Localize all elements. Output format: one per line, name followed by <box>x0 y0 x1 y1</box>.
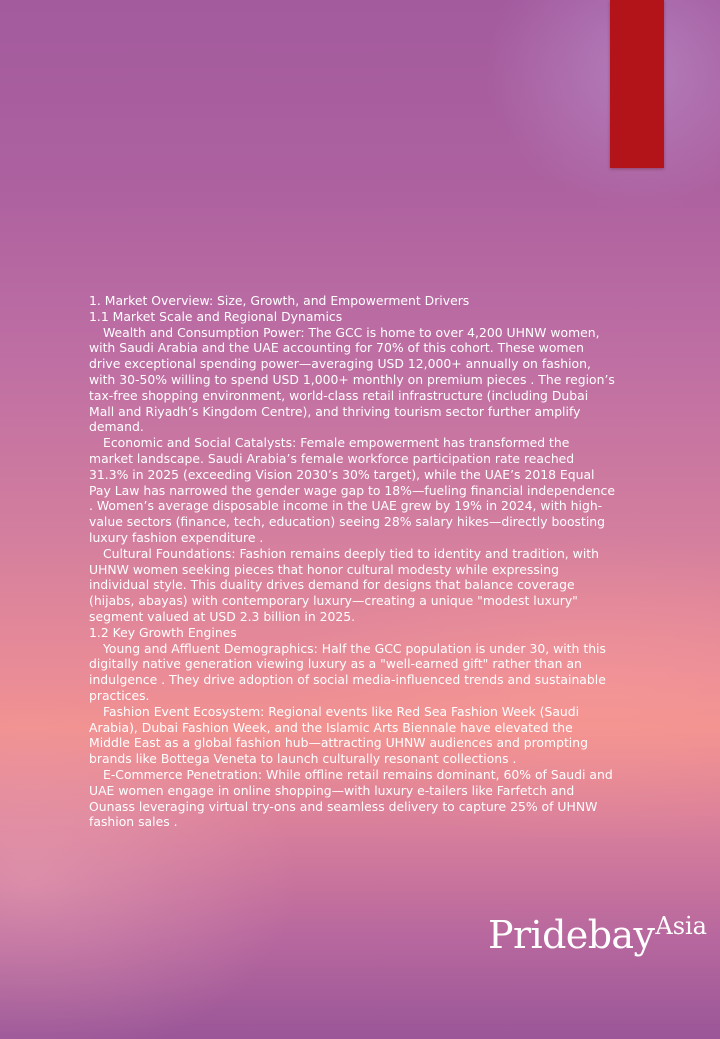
paragraph-young-demographics: Young and Affluent Demographics: Half the GCC population is under 30, with this digitally native generation viewing luxury as a "well-earned gift" rather than an indulgence . They drive adoption of social media-influenced trends and sustainable practices. <box>89 640 606 703</box>
subsection-heading-growth-engines: 1.2 Key Growth Engines <box>89 624 237 640</box>
pridebay-asia-logo <box>488 912 707 972</box>
section-heading-market-overview: 1. Market Overview: Size, Growth, and Empowerment Drivers <box>89 293 470 308</box>
red-bookmark-ribbon <box>610 0 664 168</box>
paragraph-economic-social: Economic and Social Catalysts: Female empowerment has transformed the market landscape. Saudi Arabia’s female workforce participation rate reached 31.3% in 2025 (exceeding Vision 2030’s 30% target), while the UAE’s 2018 Equal Pay Law has narrowed the gender wage gap to 18%—fueling financial independence . Women’s average disposable income in the UAE grew by 19% in 2024, with high-value sectors (finance, tech, education) seeing 28% salary hikes—directly boosting luxury fashion expenditure . <box>89 435 615 545</box>
logo-main-text: Pridebay <box>488 913 655 957</box>
paragraph-cultural-foundations: Cultural Foundations: Fashion remains deeply tied to identity and tradition, with UHNW women seeking pieces that honor cultural modesty while expressing individual style. This duality drives demand for designs that balance coverage (hijabs, abayas) with contemporary luxury—creating a unique "modest luxury" segment valued at USD 2.3 billion in 2025. <box>89 545 599 624</box>
subsection-heading-market-scale: 1.1 Market Scale and Regional Dynamics <box>89 308 343 324</box>
logo-sub-text: Asia <box>655 912 707 940</box>
document-body <box>89 293 617 830</box>
paragraph-ecommerce: E-Commerce Penetration: While offline retail remains dominant, 60% of Saudi and UAE women engage in online shopping—with luxury e-tailers like Farfetch and Ounass leveraging virtual try-ons and seamless delivery to capture 25% of UHNW fashion sales . <box>89 766 613 830</box>
paragraph-wealth-consumption: Wealth and Consumption Power: The GCC is home to over 4,200 UHNW women, with Saudi Arabia and the UAE accounting for 70% of this cohort. These women drive exceptional spending power—averaging USD 12,000+ annually on fashion, with 30-50% willing to spend USD 1,000+ monthly on premium pieces . The region’s tax-free shopping environment, world-class retail infrastructure (including Dubai Mall and Riyadh’s Kingdom Centre), and thriving tourism sector further amplify demand. <box>89 324 615 435</box>
paragraph-fashion-events: Fashion Event Ecosystem: Regional events like Red Sea Fashion Week (Saudi Arabia), Dubai Fashion Week, and the Islamic Arts Biennale have elevated the Middle East as a global fashion hub—attracting UHNW audiences and prompting brands like Bottega Veneta to launch culturally resonant collections . <box>89 703 588 767</box>
